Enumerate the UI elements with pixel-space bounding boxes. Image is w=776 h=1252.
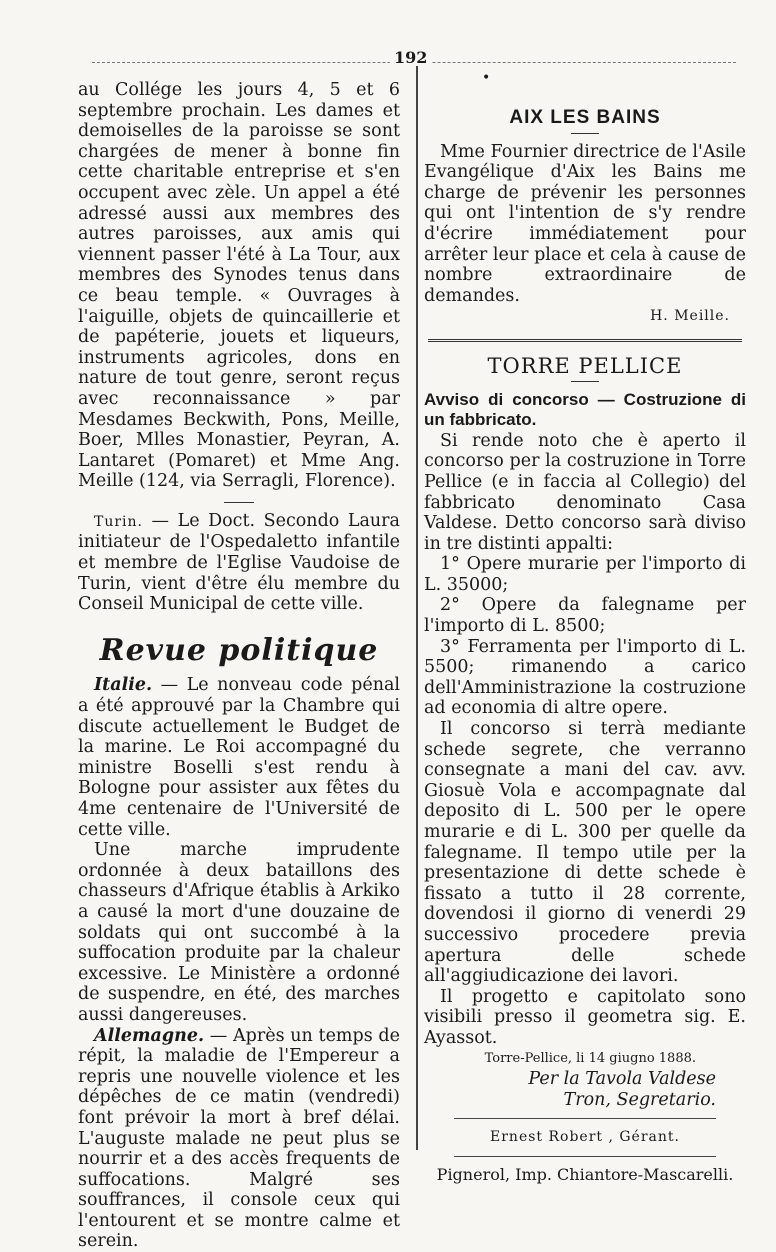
- left-column: [78, 80, 400, 1252]
- section-divider: [224, 502, 254, 503]
- aix-signature: H. Meille.: [650, 308, 730, 325]
- turin-item: [78, 511, 400, 615]
- italie-item: [78, 675, 400, 840]
- allemagne-text: — Après un temps de répit, la maladie de l'Empereur a repris une nouvelle violence et les dépêches de ce matin (vendredi) font prévoir la mort à bref délai. L'auguste malade ne peut plus se nourrir et a des accès frequents de suffocations. Malgré ses souffrances, il console ceux qui l'entourent et se montre calme et serein.: [78, 1025, 400, 1252]
- column-separator: [416, 66, 418, 1150]
- right-column: [424, 80, 746, 1186]
- aix-paragraph: Mme Fournier directrice de l'Asile Evangélique d'Aix les Bains me charge de prévenir les personnes qui ont l'intention de s'y rendre d'écrire immédiatement pour arrêter leur place et cela à cause de nombre extraordinaire de demandes.: [424, 141, 746, 306]
- turin-heading: Turin.: [94, 513, 143, 530]
- date-line: Torre-Pellice, li 14 giugno 1888.: [484, 1050, 696, 1066]
- gerant-rule-bottom: [454, 1156, 716, 1157]
- avviso-item-3: 3° Ferramenta per l'importo di L. 5500; rimanendo a carico dell'Amministrazione la costruzione ad economia di altre opere.: [424, 636, 746, 719]
- avviso-item-1: 1° Opere murarie per l'importo di L. 35000;: [424, 554, 746, 595]
- imprint-line: Pignerol, Imp. Chiantore-Mascarelli.: [436, 1164, 734, 1184]
- avviso-paragraph-1: Si rende noto che è aperto il concorso per la costruzione in Torre Pellice (e in faccia al Collegio) del fabbricato denominato Casa Valdese. Detto concorso sarà diviso in tre distinti appalti:: [424, 430, 746, 554]
- page-number: 192: [390, 48, 431, 67]
- heading-underline-2: [571, 381, 599, 382]
- avviso-paragraph-3: Il progetto e capitolato sono visibili presso il geometra sig. E. Ayassot.: [424, 986, 746, 1048]
- avviso-item-2: 2° Opere da falegname per l'importo di L. 8500;: [424, 595, 746, 637]
- gerant-rule-top: [454, 1118, 716, 1119]
- revue-politique-title: Revue politique: [99, 632, 379, 668]
- italie-text: — Le nonveau code pénal a été approuvé par la Chambre qui discute actuellement le Budget de la marine. Le Roi accompagné du ministre Boselli s'est rendu à Bologne pour assister aux fêtes du 4me centenaire de l'Université de cette ville.: [78, 675, 400, 840]
- signature-tron: Tron, Segretario.: [563, 1089, 716, 1110]
- turin-text: — Le Doct. Secondo Laura initiateur de l'Ospedaletto infantile et membre de l'Eglise Vaudoise de Turin, vient d'être élu membre du Conseil Municipal de cette ville.: [78, 510, 400, 615]
- torre-pellice-heading: TORRE PELLICE: [487, 353, 683, 378]
- avviso-paragraph-2: Il concorso si terrà mediante schede segrete, che verranno consegnate a mani del cav. avv. Giosuè Vola e accompagnate dal deposito di L. 500 per le opere murarie e di L. 300 per quelle da falegname. Il tempo utile per la presentazione di dette schede è fissato a tutto il 28 corrente, dovendosi il giorno di venerdi 29 successivo procedere previa apertura delle schede all'aggiudicazione dei lavori.: [424, 719, 746, 987]
- italie-heading: Italie.: [94, 675, 153, 696]
- italie-paragraph-2: Une marche imprudente ordonnée à deux bataillons des chasseurs d'Afrique établis à Arkiko a causé la mort d'une douzaine de soldats qui ont succombé à la suffocation produite par la chaleur excessive. Le Ministère a ordonné de suspendre, en été, des marches aussi dangereuses.: [78, 840, 400, 1025]
- avviso-title: Avviso di concorso — Costruzione di un fabbricato.: [424, 389, 746, 430]
- allemagne-item: [78, 1026, 400, 1252]
- allemagne-heading: Allemagne.: [94, 1025, 205, 1046]
- college-paragraph: au Collége les jours 4, 5 et 6 septembre prochain. Les dames et demoiselles de la paroisse se sont chargées de mener à bonne fin cette charitable entreprise et s'en occupent avec zèle. Un appel a été adressé aussi aux membres des autres paroisses, aux amis qui viennent passer l'été à La Tour, aux membres des Synodes tenus dans ce beau temple. « Ouvrages à l'aiguille, objets de quincaillerie et de papéterie, jouets et liqueurs, instruments agricoles, dons en nature de tout genre, seront reçus avec reconnaissance » par Mesdames Beckwith, Pons, Meille, Boer, Mlles Monastier, Peyran, A. Lantaret (Pomaret) et Mme Ang. Meille (124, via Serragli, Florence).: [78, 80, 400, 492]
- signature-tavola: Per la Tavola Valdese: [528, 1069, 716, 1090]
- gerant-line: Ernest Robert , Gérant.: [490, 1129, 680, 1146]
- ornament-dot: •: [482, 70, 491, 86]
- aix-les-bains-heading: AIX LES BAINS: [509, 107, 661, 128]
- heading-underline: [571, 133, 599, 134]
- section-divider-thick: [428, 339, 742, 342]
